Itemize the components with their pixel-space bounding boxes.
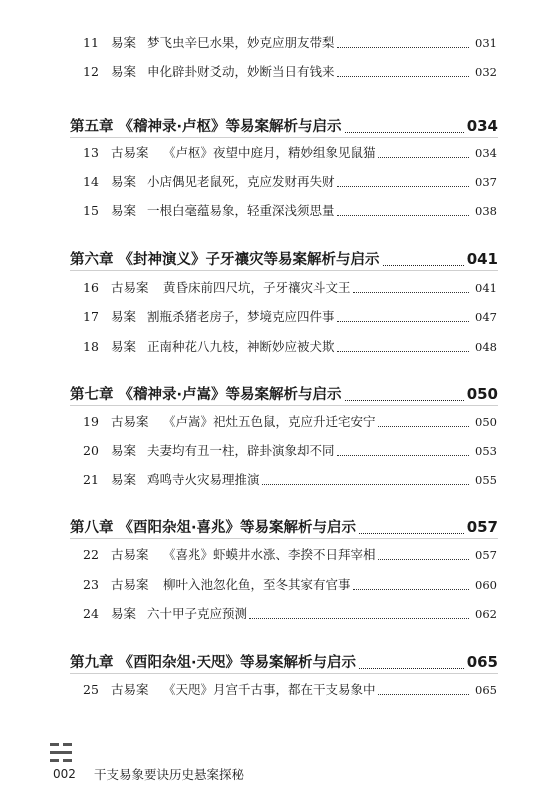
chapter-divider (70, 405, 498, 406)
leader-dots (359, 533, 464, 534)
entry-kind: 易案 (111, 472, 137, 487)
chapter-title: 第五章 《稽神录·卢枢》等易案解析与启示 (70, 119, 342, 135)
entry-number: 19 (83, 414, 99, 429)
entry-kind: 古易案 (111, 414, 149, 429)
chapter-heading[interactable] (70, 516, 498, 540)
entry-title: 一根白毫蕴易象，轻重深浅须思量 (147, 203, 335, 218)
leader-dots (337, 76, 469, 77)
page-number: 002 (53, 767, 76, 781)
entry-title: 《卢枢》夜望中庭月，精妙组象见鼠猫 (163, 145, 376, 160)
chapter-page-number: 041 (466, 250, 498, 268)
entry-page-number: 037 (475, 175, 497, 189)
entry-number: 20 (83, 443, 99, 458)
entry-title: 《喜兆》虾蟆井水涨、李揆不日拜宰相 (163, 547, 376, 562)
entry-title: 鸡鸣寺火灾易理推演 (147, 472, 260, 487)
entry-page-number: 038 (475, 204, 497, 218)
entry-page-number: 062 (475, 607, 497, 621)
toc-entry[interactable] (83, 604, 497, 624)
entry-number: 12 (83, 64, 99, 79)
entry-title: 割瓶杀猪老房子，梦境克应四件事 (147, 309, 335, 324)
entry-page-number: 041 (475, 281, 497, 295)
entry-page-number: 047 (475, 310, 497, 324)
entry-kind: 易案 (111, 35, 137, 50)
toc-entry[interactable] (83, 337, 497, 357)
entry-kind: 古易案 (111, 145, 149, 160)
entry-number: 24 (83, 606, 99, 621)
leader-dots (359, 668, 464, 669)
entry-number: 16 (83, 280, 99, 295)
entry-kind: 易案 (111, 606, 137, 621)
chapter-divider (70, 538, 498, 539)
entry-kind: 古易案 (111, 577, 149, 592)
chapter-divider (70, 137, 498, 138)
leader-dots (337, 351, 469, 352)
entry-kind: 古易案 (111, 682, 149, 697)
toc-entry[interactable] (83, 575, 497, 595)
leader-dots (337, 215, 469, 216)
book-title: 干支易象要诀历史悬案探秘 (94, 767, 245, 782)
entry-page-number: 053 (475, 444, 497, 458)
chapter-title: 第九章 《酉阳杂俎·天咫》等易案解析与启示 (70, 655, 357, 671)
leader-dots (353, 292, 469, 293)
toc-entry[interactable] (83, 470, 497, 490)
chapter-title: 第八章 《酉阳杂俎·喜兆》等易案解析与启示 (70, 520, 357, 536)
entry-page-number: 065 (475, 683, 497, 697)
entry-title: 夫妻均有丑一柱，辟卦演象却不同 (147, 443, 335, 458)
entry-page-number: 031 (475, 36, 497, 50)
chapter-page-number: 065 (466, 653, 498, 671)
entry-number: 22 (83, 547, 99, 562)
toc-entry[interactable] (83, 62, 497, 82)
entry-kind: 易案 (111, 174, 137, 189)
entry-kind: 古易案 (111, 280, 149, 295)
toc-entry[interactable] (83, 680, 497, 700)
entry-title: 六十甲子克应预测 (147, 606, 248, 621)
chapter-divider (70, 270, 498, 271)
entry-kind: 易案 (111, 339, 137, 354)
entry-page-number: 048 (475, 340, 497, 354)
entry-number: 18 (83, 339, 99, 354)
page-footer (50, 741, 350, 781)
entry-page-number: 057 (475, 548, 497, 562)
entry-title: 申化辟卦财爻动，妙断当日有钱来 (147, 64, 335, 79)
chapter-title: 第六章 《封神演义》子牙禳灾等易案解析与启示 (70, 252, 380, 268)
chapter-heading[interactable] (70, 383, 498, 407)
chapter-page-number: 057 (466, 518, 498, 536)
toc-entry[interactable] (83, 412, 497, 432)
entry-page-number: 050 (475, 415, 497, 429)
leader-dots (337, 186, 469, 187)
chapter-title: 第七章 《稽神录·卢嵩》等易案解析与启示 (70, 387, 342, 403)
leader-dots (337, 47, 469, 48)
entry-kind: 易案 (111, 443, 137, 458)
leader-dots (378, 157, 469, 158)
chapter-divider (70, 673, 498, 674)
entry-page-number: 060 (475, 578, 497, 592)
leader-dots (345, 132, 464, 133)
leader-dots (345, 400, 464, 401)
chapter-heading[interactable] (70, 115, 498, 139)
leader-dots (249, 618, 469, 619)
leader-dots (262, 484, 469, 485)
chapter-page-number: 050 (466, 385, 498, 403)
entry-title: 《卢嵩》祀灶五色鼠，克应升迁宅安宁 (163, 414, 376, 429)
entry-number: 21 (83, 472, 99, 487)
leader-dots (353, 589, 469, 590)
entry-kind: 易案 (111, 203, 137, 218)
entry-kind: 易案 (111, 309, 137, 324)
leader-dots (337, 455, 469, 456)
entry-number: 17 (83, 309, 99, 324)
chapter-heading[interactable] (70, 248, 498, 272)
entry-number: 13 (83, 145, 99, 160)
entry-title: 正南种花八九枝，神断妙应被犬欺 (147, 339, 335, 354)
entry-number: 14 (83, 174, 99, 189)
toc-entry[interactable] (83, 143, 497, 163)
entry-number: 15 (83, 203, 99, 218)
toc-entry[interactable] (83, 545, 497, 565)
entry-number: 23 (83, 577, 99, 592)
entry-kind: 易案 (111, 64, 137, 79)
toc-entry[interactable] (83, 307, 497, 327)
entry-title: 梦飞虫辛巳水果，妙克应朋友带梨 (147, 35, 335, 50)
leader-dots (378, 694, 469, 695)
leader-dots (378, 426, 469, 427)
chapter-heading[interactable] (70, 651, 498, 675)
entry-page-number: 034 (475, 146, 497, 160)
entry-title: 小店偶见老鼠死，克应发财再失财 (147, 174, 335, 189)
entry-page-number: 055 (475, 473, 497, 487)
leader-dots (337, 321, 469, 322)
entry-page-number: 032 (475, 65, 497, 79)
chapter-page-number: 034 (466, 117, 498, 135)
toc-entry[interactable] (83, 278, 497, 298)
toc-entry[interactable] (83, 441, 497, 461)
entry-number: 11 (83, 35, 99, 50)
toc-entry[interactable] (83, 33, 497, 53)
entry-title: 黄昏床前四尺坑，子牙禳灾斗文王 (163, 280, 351, 295)
entry-title: 《天咫》月宫千古事，都在干支易象中 (163, 682, 376, 697)
entry-kind: 古易案 (111, 547, 149, 562)
toc-entry[interactable] (83, 201, 497, 221)
leader-dots (378, 559, 469, 560)
entry-number: 25 (83, 682, 99, 697)
leader-dots (383, 265, 464, 266)
entry-title: 柳叶入池忽化鱼，至冬其家有官事 (163, 577, 351, 592)
toc-entry[interactable] (83, 172, 497, 192)
